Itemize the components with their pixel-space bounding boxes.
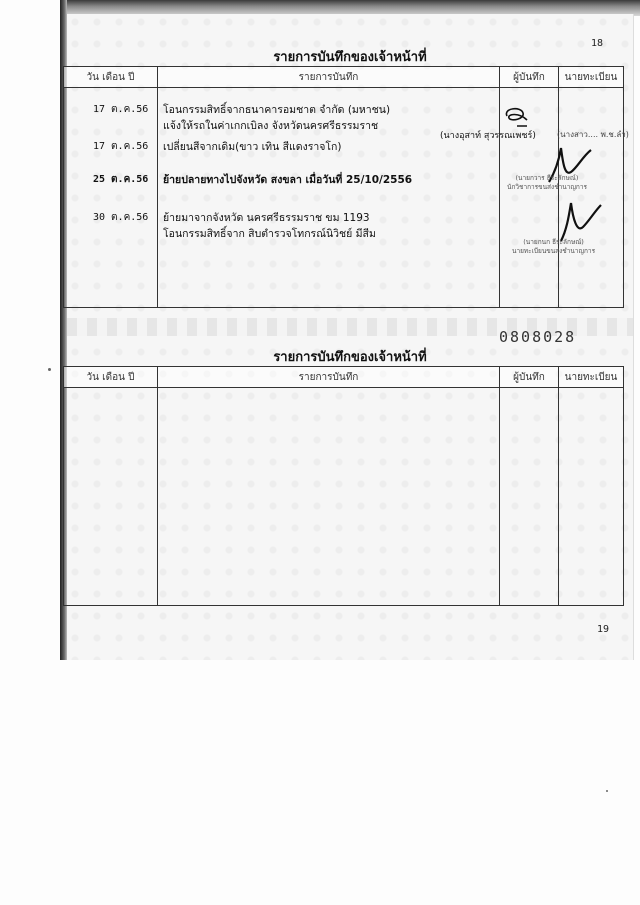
- scan-speck: [606, 790, 608, 792]
- column-header-recorder: ผู้บันทึก: [500, 67, 559, 88]
- recorder-name: (นางอุสาท์ สุวรรณเพชร์): [440, 131, 536, 141]
- entry-3-date: 25 ต.ค.56: [93, 174, 149, 185]
- entry-4-line-1: ย้ายมาจากจังหวัด นครศรีธรรมราช ขม 1193: [163, 212, 370, 224]
- serial-number: 0808028: [499, 328, 577, 346]
- upper-section-title: รายการบันทึกของเจ้าหน้าที่: [273, 50, 427, 65]
- entry-2-date: 17 ต.ค.56: [93, 141, 149, 152]
- official-stamp-1: (นายกวาร ธีระลักษณ์) นักวิชาการขนส่งชำนาญการ: [507, 174, 587, 191]
- entry-3-line-1: ย้ายปลายทางไปจังหวัด สงขลา เมื่อวันที่ 25/10/2556: [163, 174, 413, 186]
- column-header-registrar: นายทะเบียน: [559, 67, 624, 88]
- scan-speck: [48, 368, 51, 371]
- lower-column-header-entry: รายการบันทึก: [158, 367, 500, 388]
- entry-1-date: 17 ต.ค.56: [93, 104, 149, 115]
- lower-record-table: [63, 366, 624, 606]
- top-page-number: 18: [591, 38, 604, 49]
- document-sheet: [67, 14, 634, 660]
- entry-2-line-1: เปลี่ยนสีจากเดิม(ขาว เทิน สีแดงราจโก): [163, 141, 342, 153]
- entry-1-line-1: โอนกรรมสิทธิ์จากธนาคารอมชาต จำกัด (มหาชน): [163, 104, 391, 116]
- column-header-date: วัน เดือน ปี: [64, 67, 158, 88]
- lower-section-title: รายการบันทึกของเจ้าหน้าที่: [273, 350, 427, 365]
- recorder-signature-icon: [499, 104, 539, 134]
- registrar-name: (นางสาว.... พ.ช.ลำ): [557, 130, 629, 139]
- bottom-page-number: 19: [597, 624, 610, 635]
- official-stamp-2: (นายกนก ธีระลักษณ์) นายทะเบียนขนส่งชำนาญการ: [512, 238, 596, 255]
- lower-column-header-date: วัน เดือน ปี: [64, 367, 158, 388]
- lower-column-header-recorder: ผู้บันทึก: [500, 367, 559, 388]
- entry-4-line-2: โอนกรรมสิทธิ์จาก สิบตำรวจโทกรณ์นิวิชย์ มีสีม: [163, 228, 376, 240]
- lower-column-header-registrar: นายทะเบียน: [559, 367, 624, 388]
- column-header-entry: รายการบันทึก: [158, 67, 500, 88]
- entry-4-date: 30 ต.ค.56: [93, 212, 149, 223]
- entry-1-line-2: แจ้งให้รถในค่าเกกเบิลง จังหวัดนครศรีธรรมราช: [163, 120, 379, 132]
